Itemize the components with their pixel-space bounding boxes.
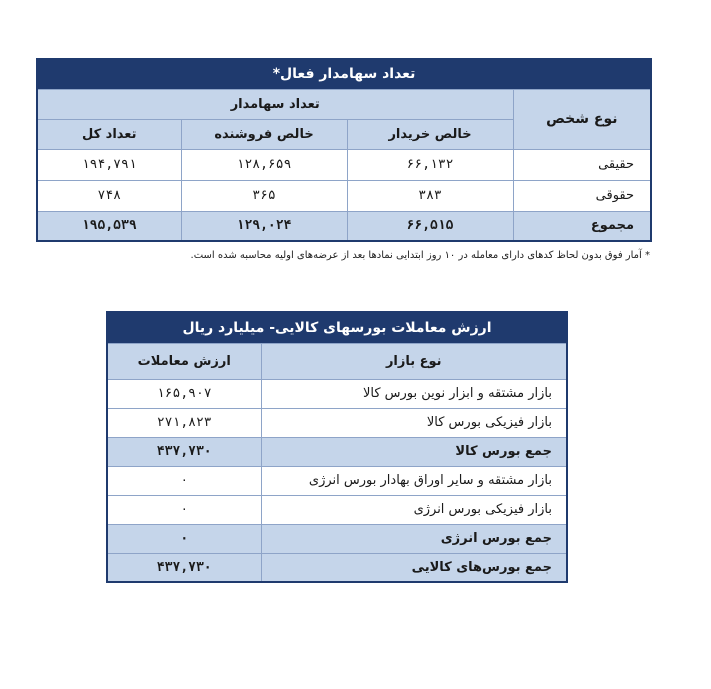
net-buyer-cell: ۶۶,۱۳۲ [347,149,513,180]
table-row [107,408,567,437]
table-row [107,379,567,408]
table1-title: تعداد سهامدار فعال* [37,59,651,89]
subtotal-row [107,437,567,466]
value-cell: ۴۳۷,۷۳۰ [107,437,261,466]
value-cell: ۰ [107,466,261,495]
commodity-exchange-value-table [106,311,568,583]
total-count-header: تعداد کل [37,119,181,149]
market-cell: بازار فیزیکی بورس کالا [261,408,567,437]
total-cell: ۱۹۴,۷۹۱ [37,149,181,180]
net-seller-cell: ۳۶۵ [181,180,347,211]
value-cell: ۰ [107,524,261,553]
market-cell: بازار فیزیکی بورس انرژی [261,495,567,524]
value-cell: ۴۳۷,۷۳۰ [107,553,261,582]
market-cell: بازار مشتقه و ابزار نوین بورس کالا [261,379,567,408]
table-row [37,180,651,211]
market-cell: جمع بورس‌های کالایی [261,553,567,582]
sum-net-buyer: ۶۶,۵۱۵ [347,211,513,241]
market-type-header: نوع بازار [261,343,567,379]
market-cell: جمع بورس کالا [261,437,567,466]
row-label: حقیقی [513,149,651,180]
value-cell: ۰ [107,495,261,524]
net-buyer-cell: ۳۸۳ [347,180,513,211]
trade-value-header: ارزش معاملات [107,343,261,379]
sum-label: مجموع [513,211,651,241]
table-row [107,466,567,495]
net-seller-header: خالص فروشنده [181,119,347,149]
sum-row [37,211,651,241]
subtotal-row [107,524,567,553]
table-row [107,495,567,524]
footnote: * آمار فوق بدون لحاظ کدهای دارای معامله در ۱۰ روز ابتدایی نمادها بعد از عرضه‌های اولیه محاسبه شده است. [190,250,650,261]
shareholder-count-group-header: تعداد سهامدار [37,89,513,119]
market-cell: جمع بورس انرژی [261,524,567,553]
person-type-header: نوع شخص [513,89,651,149]
active-shareholders-table [36,58,652,242]
market-cell: بازار مشتقه و سایر اوراق بهادار بورس انرژی [261,466,567,495]
net-buyer-header: خالص خریدار [347,119,513,149]
total-row [107,553,567,582]
row-label: حقوقی [513,180,651,211]
value-cell: ۱۶۵,۹۰۷ [107,379,261,408]
net-seller-cell: ۱۲۸,۶۵۹ [181,149,347,180]
sum-net-seller: ۱۲۹,۰۲۴ [181,211,347,241]
table2-title: ارزش معاملات بورسهای کالایی- میلیارد ریال [107,312,567,343]
sum-total: ۱۹۵,۵۳۹ [37,211,181,241]
table-row [37,149,651,180]
value-cell: ۲۷۱,۸۲۳ [107,408,261,437]
total-cell: ۷۴۸ [37,180,181,211]
